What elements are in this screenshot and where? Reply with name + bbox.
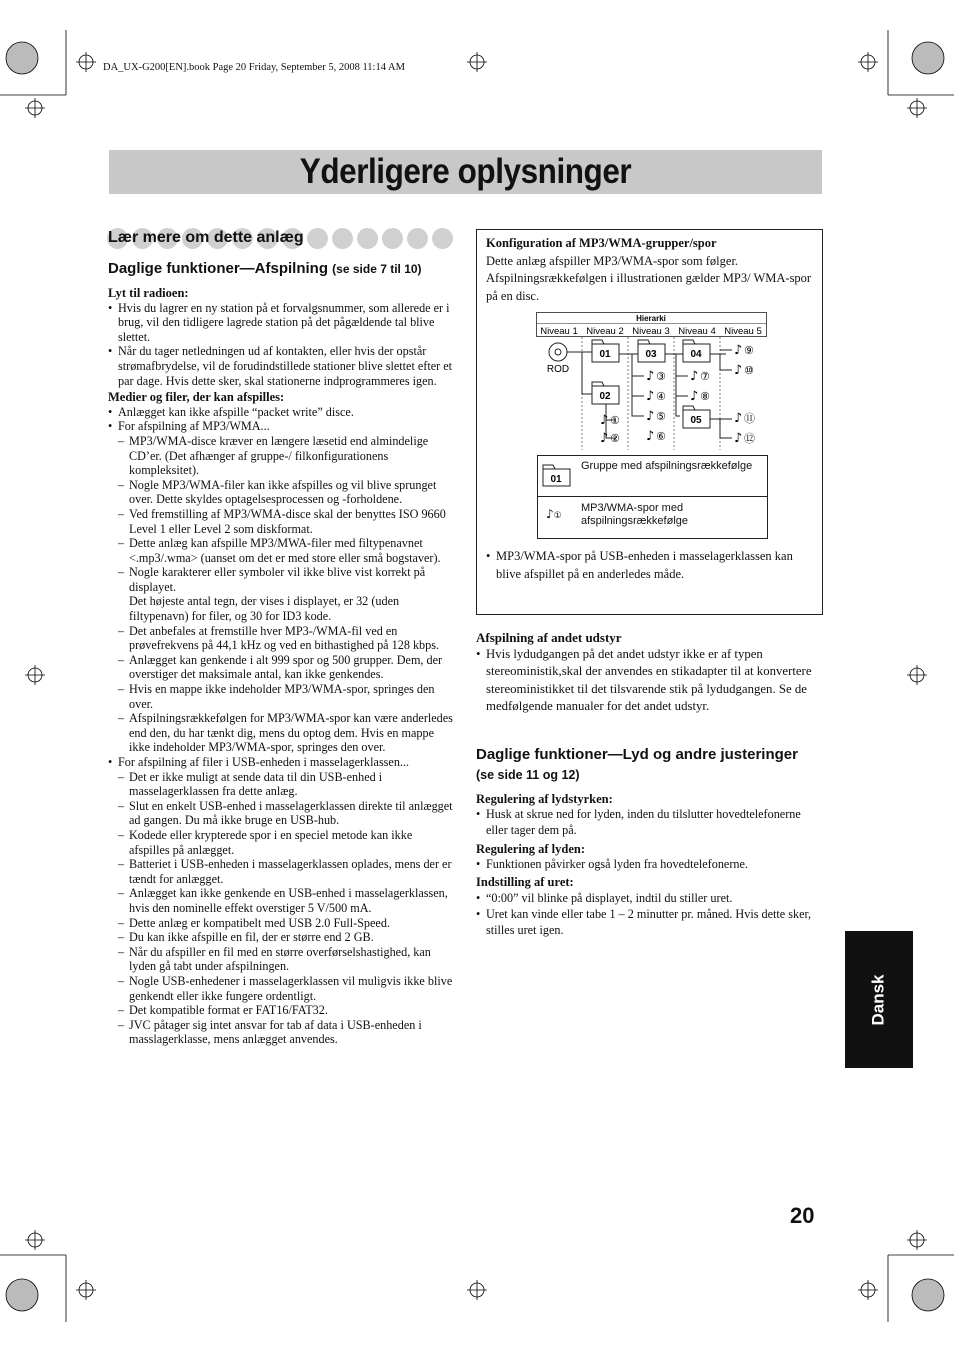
group-folder: 04: [690, 349, 702, 360]
list-item: • “0:00” vil blinke på displayet, indtil du stiller uret.: [476, 890, 821, 906]
group-folder: 01: [599, 349, 611, 360]
list-item: – Slut en enkelt USB-enhed i masselagerklassen direkte til anlægget ad gangen. Du må ikke bruge en USB-hub.: [118, 799, 454, 828]
volume-heading: Regulering af lydstyrken:: [476, 791, 613, 806]
svg-text:♪: ♪: [690, 369, 699, 384]
list-item: – Afspilningsrækkefølgen for MP3/WMA-spor kan være anderledes end den, du har tænkt dig, mens du optog dem. Hvis en mappe ikke indeholder MP3/WMA-spor, springes den over.: [118, 711, 454, 755]
diagram-legend: [537, 455, 768, 539]
list-item: – Det er ikke muligt at sende data til din USB-enhed i masselagerklassen fra dette anlæg.: [118, 770, 454, 799]
section-header: [108, 228, 453, 250]
group-folder: 05: [690, 415, 702, 426]
svg-text:♪: ♪: [734, 343, 743, 358]
header-note: DA_UX-G200[EN].book Page 20 Friday, September 5, 2008 11:14 AM: [103, 62, 405, 73]
config-note: [486, 548, 814, 583]
level-label: Niveau 4: [678, 326, 716, 337]
config-title: Konfiguration af MP3/WMA-grupper/spor: [486, 236, 717, 250]
media-list: [108, 405, 454, 434]
list-item: – Nogle karakterer eller symboler vil ikke blive vist korrekt på displayet. Det højeste antal tegn, der vises i displayet, er 32 (uden filtypenavn) for filer, og 30 for ID3 kode.: [118, 565, 454, 623]
list-item: • Funktionen påvirker også lyden fra hovedtelefonerne.: [476, 857, 821, 872]
hierarchy-diagram: [536, 312, 768, 452]
svg-text:♪: ♪: [646, 389, 655, 404]
sound-section-heading: Daglige funktioner—Lyd og andre justeringer: [476, 745, 798, 763]
svg-text:♪: ♪: [600, 431, 609, 446]
track-number: ⑧: [700, 390, 710, 403]
other-list: [476, 646, 821, 716]
hierarchy-label: Hierarki: [636, 314, 666, 323]
legend-group-text: Gruppe med afspilningsrækkefølge: [581, 460, 753, 472]
list-item: – Dette anlæg er kompatibelt med USB 2.0 Full-Speed.: [118, 916, 454, 931]
list-item: • Hvis du lagrer en ny station på et forvalgsnummer, som allerede er i brug, vil den tidligere lagrede station på det pågældende tal blive slettet.: [108, 301, 454, 345]
track-number: ⑤: [656, 410, 666, 423]
clock-list: [476, 890, 821, 938]
playback-heading: Daglige funktioner—Afspilning (se side 7 til 10): [108, 260, 422, 277]
level-label: Niveau 1: [540, 326, 578, 337]
list-item: – Hvis en mappe ikke indeholder MP3/WMA-spor, springes den over.: [118, 682, 454, 711]
root-label: ROD: [546, 364, 570, 375]
track-number: ②: [610, 432, 620, 445]
group-folder: 03: [645, 349, 657, 360]
list-item: • Uret kan vinde eller tabe 1 – 2 minutter pr. måned. Hvis dette sker, stilles uret igen.: [476, 906, 821, 938]
section-title: Lær mere om dette anlæg: [108, 229, 304, 246]
list-item: – Det anbefales at fremstille hver MP3-/WMA-fil ved en prøvefrekvens på 44,1 kHz og ved en bithastighed på 128 kbps.: [118, 624, 454, 653]
right-column: [476, 631, 821, 938]
svg-text:♪: ♪: [734, 411, 743, 426]
sound-heading: Regulering af lyden:: [476, 842, 586, 857]
level-label: Niveau 5: [724, 326, 762, 337]
disc-icon: [549, 343, 567, 361]
list-item: – Når du afspiller en fil med en større overførselshastighed, kan lyden gå tabt under afspilningen.: [118, 945, 454, 974]
legend-track-text: MP3/WMA-spor med afspilningsrækkefølge: [581, 502, 688, 527]
radio-list: [108, 301, 454, 389]
media-heading: Medier og filer, der kan afspilles:: [108, 390, 285, 405]
track-number: ③: [656, 370, 666, 383]
track-number: ④: [656, 390, 666, 403]
list-item: • Anlægget kan ikke afspille “packet write” disce.: [108, 405, 454, 420]
svg-text:♪: ♪: [734, 431, 743, 446]
sound-list: [476, 857, 821, 872]
svg-text:♪: ♪: [600, 413, 609, 428]
list-item: – JVC påtager sig intet ansvar for tab af data i USB-enheden i masslagerklasse, mens anlægget anvendes.: [118, 1018, 454, 1047]
usb-sublist: [108, 770, 454, 1047]
track-number: ⑫: [744, 432, 755, 445]
page-number: 20: [790, 1203, 815, 1228]
usb-list: [108, 755, 454, 770]
svg-text:01: 01: [550, 474, 562, 485]
list-item: • Husk at skrue ned for lyden, inden du tilslutter hovedtelefonerne eller tager dem på.: [476, 806, 821, 838]
svg-text:♪: ♪: [690, 389, 699, 404]
list-item: – Nogle MP3/WMA-filer kan ikke afspilles og vil blive sprunget over. Dette skyldes optagelsesprocessen og -forholdene.: [118, 478, 454, 507]
group-folder: 02: [599, 391, 611, 402]
language-tab: Dansk: [845, 931, 913, 1068]
list-item: – Dette anlæg kan afspille MP3/MWA-filer med filtypenavnet <.mp3/.wma> (uanset om det er med store eller små bogstaver).: [118, 536, 454, 565]
list-item: – Ved fremstilling af MP3/WMA-disce skal der benyttes ISO 9660 Level 1 eller Level 2 som diskformat.: [118, 507, 454, 536]
list-item: • For afspilning af MP3/WMA...: [108, 419, 454, 434]
list-item: – Det kompatible format er FAT16/FAT32.: [118, 1003, 454, 1018]
level-label: Niveau 3: [632, 326, 670, 337]
radio-heading: Lyt til radioen:: [108, 286, 189, 300]
list-item: • Når du tager netledningen ud af kontakten, eller hvis der opstår strømafbrydelse, vil de forudindstillede stationer blive slettet efter et par dage. Hvis dette sker, skal stationerne indprogrammeres igen.: [108, 344, 454, 388]
svg-text:♪: ♪: [734, 363, 743, 378]
list-item: – Anlægget kan ikke genkende en USB-enhed i masselagerklassen, hvis den nominelle effekt overstiger 5 V/500 mA.: [118, 886, 454, 915]
list-item: – MP3/WMA-disce kræver en længere læsetid end almindelige CD’er. (Det afhænger af gruppe-/ filkonfigurationens kompleksitet).: [118, 434, 454, 478]
page-title: Yderligere oplysninger: [299, 152, 632, 191]
list-item: • Hvis lydudgangen på det andet udstyr ikke er af typen stereoministik,skal der anvendes en stikadapter til at konvertere stereoministikket til det tilsvarende stik på lydudgangen. Se de medfølgende manualer for det andet udstyr.: [476, 646, 821, 716]
list-item: – Batteriet i USB-enheden i masselagerklassen oplades, mens der er tændt for anlægget.: [118, 857, 454, 886]
track-number: ⑨: [744, 344, 754, 357]
clock-heading: Indstilling af uret:: [476, 875, 574, 890]
track-number: ⑦: [700, 370, 710, 383]
mp3-sublist: [108, 434, 454, 755]
folder-icon: [542, 464, 572, 488]
list-item: • MP3/WMA-spor på USB-enheden i masselagerklassen kan blive afspillet på en anderledes måde.: [486, 548, 814, 583]
title-bar: [109, 150, 822, 194]
list-item: – Kodede eller krypterede spor i en speciel metode kan ikke afspilles på anlægget.: [118, 828, 454, 857]
list-item: – Anlægget kan genkende i alt 999 spor og 500 grupper. Dem, der overstiger det maksimale antal, kan ikke genkendes.: [118, 653, 454, 682]
svg-text:♪: ♪: [646, 369, 655, 384]
list-item: – Nogle USB-enhedener i masselagerklassen vil muligvis ikke blive genkendt eller ikke fungere ordentligt.: [118, 974, 454, 1003]
list-item: • For afspilning af filer i USB-enheden i masselagerklassen...: [108, 755, 454, 770]
level-label: Niveau 2: [586, 326, 624, 337]
svg-text:♪: ♪: [646, 409, 655, 424]
track-number: ⑥: [656, 430, 666, 443]
track-number: ①: [610, 414, 620, 427]
note-icon: ♪①: [546, 507, 562, 521]
track-number: ⑪: [744, 412, 755, 425]
volume-list: [476, 806, 821, 838]
left-column: [108, 260, 454, 1047]
track-number: ⑩: [744, 364, 754, 377]
svg-text:♪: ♪: [646, 429, 655, 444]
other-heading: Afspilning af andet udstyr: [476, 630, 622, 645]
sound-section-ref: (se side 11 og 12): [476, 767, 580, 782]
config-intro: Dette anlæg afspiller MP3/WMA-spor som følger. Afspilningsrækkefølgen i illustrationen gælder MP3/ WMA-spor på en disc.: [486, 253, 812, 303]
list-item: – Du kan ikke afspille en fil, der er større end 2 GB.: [118, 930, 454, 945]
